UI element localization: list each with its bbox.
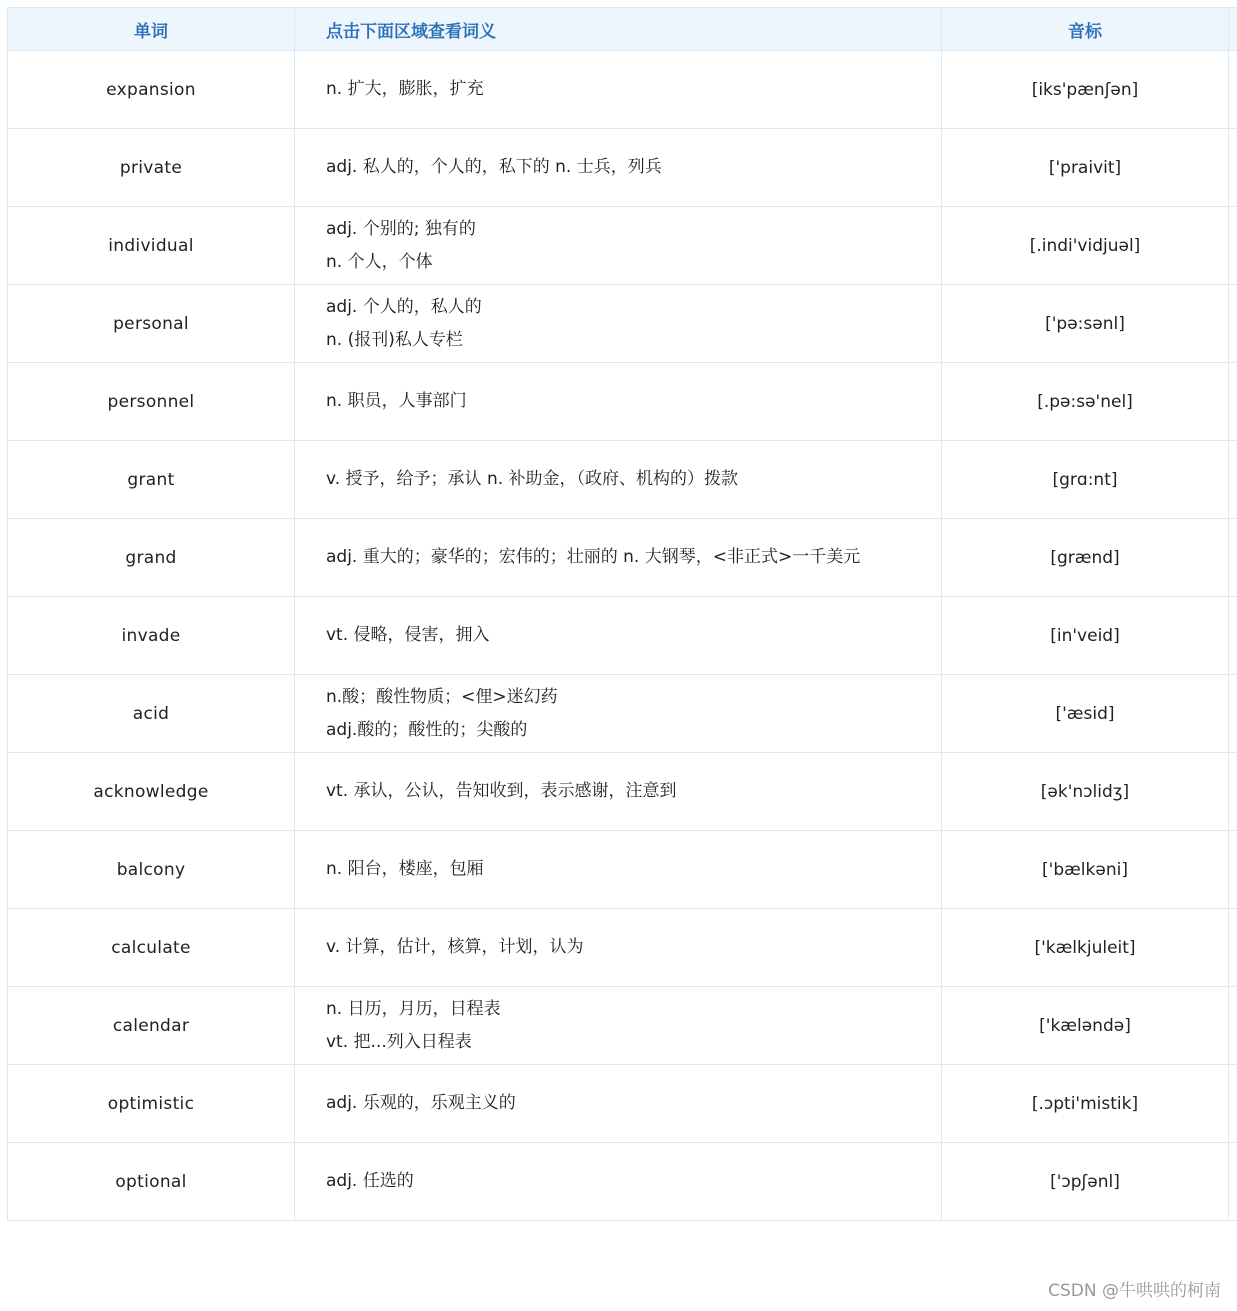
table-row bbox=[8, 753, 1237, 831]
meaning-cell[interactable] bbox=[295, 441, 942, 519]
phonetic-cell: ['kæləndə] bbox=[942, 987, 1229, 1065]
meaning-cell[interactable] bbox=[295, 363, 942, 441]
meaning-line: adj. 乐观的，乐观主义的 bbox=[326, 1093, 516, 1113]
word-cell: personal bbox=[8, 285, 295, 363]
extra-cell bbox=[1229, 519, 1237, 597]
table-row bbox=[8, 441, 1237, 519]
meaning-cell[interactable] bbox=[295, 675, 942, 753]
word-cell: optional bbox=[8, 1143, 295, 1221]
meaning-line: adj. 个人的，私人的 bbox=[326, 296, 482, 317]
meaning-line: adj. 重大的；豪华的；宏伟的；壮丽的 n. 大钢琴，<非正式>一千美元 bbox=[326, 547, 861, 567]
phonetic-cell: [grænd] bbox=[942, 519, 1229, 597]
phonetic-cell: ['æsid] bbox=[942, 675, 1229, 753]
table-row bbox=[8, 1065, 1237, 1143]
word-cell: expansion bbox=[8, 51, 295, 129]
meaning-line: v. 计算，估计，核算，计划，认为 bbox=[326, 937, 584, 957]
table-body bbox=[8, 51, 1237, 1221]
extra-cell bbox=[1229, 285, 1237, 363]
meaning-line: adj.酸的；酸性的；尖酸的 bbox=[326, 719, 528, 740]
extra-cell bbox=[1229, 129, 1237, 207]
meaning-line: adj. 私人的，个人的，私下的 n. 士兵，列兵 bbox=[326, 157, 662, 177]
meaning-cell[interactable] bbox=[295, 207, 942, 285]
header-meaning[interactable]: 点击下面区域查看词义 bbox=[295, 8, 942, 51]
vocabulary-table-container bbox=[7, 7, 1237, 1221]
table-row bbox=[8, 519, 1237, 597]
meaning-line: n. 扩大，膨胀，扩充 bbox=[326, 79, 484, 99]
extra-cell bbox=[1229, 909, 1237, 987]
table-row bbox=[8, 285, 1237, 363]
meaning-line: vt. 承认，公认，告知收到，表示感谢，注意到 bbox=[326, 781, 677, 801]
meaning-cell[interactable] bbox=[295, 597, 942, 675]
table-row bbox=[8, 363, 1237, 441]
phonetic-cell: [.ɔpti'mistik] bbox=[942, 1065, 1229, 1143]
extra-cell bbox=[1229, 1143, 1237, 1221]
meaning-line: n.酸；酸性物质；<俚>迷幻药 bbox=[326, 686, 558, 707]
meaning-cell[interactable] bbox=[295, 831, 942, 909]
meaning-cell[interactable] bbox=[295, 129, 942, 207]
table-row bbox=[8, 909, 1237, 987]
phonetic-cell: [grɑ:nt] bbox=[942, 441, 1229, 519]
extra-cell bbox=[1229, 51, 1237, 129]
word-cell: acid bbox=[8, 675, 295, 753]
header-extra-column bbox=[1229, 8, 1237, 51]
phonetic-cell: ['ɔpʃənl] bbox=[942, 1143, 1229, 1221]
table-row bbox=[8, 51, 1237, 129]
meaning-cell[interactable] bbox=[295, 1143, 942, 1221]
table-row bbox=[8, 129, 1237, 207]
meaning-cell[interactable] bbox=[295, 753, 942, 831]
extra-cell bbox=[1229, 831, 1237, 909]
vocabulary-table bbox=[7, 7, 1237, 1221]
meaning-line: adj. 个别的; 独有的 bbox=[326, 218, 476, 239]
header-phonetic: 音标 bbox=[942, 8, 1229, 51]
table-row bbox=[8, 207, 1237, 285]
word-cell: grand bbox=[8, 519, 295, 597]
word-cell: balcony bbox=[8, 831, 295, 909]
extra-cell bbox=[1229, 441, 1237, 519]
phonetic-cell: [.pə:sə'nel] bbox=[942, 363, 1229, 441]
extra-cell bbox=[1229, 597, 1237, 675]
meaning-line: vt. 侵略，侵害，拥入 bbox=[326, 625, 490, 645]
meaning-cell[interactable] bbox=[295, 285, 942, 363]
phonetic-cell: ['kælkjuleit] bbox=[942, 909, 1229, 987]
meaning-cell[interactable] bbox=[295, 519, 942, 597]
extra-cell bbox=[1229, 753, 1237, 831]
extra-cell bbox=[1229, 207, 1237, 285]
meaning-cell[interactable] bbox=[295, 987, 942, 1065]
phonetic-cell: ['pə:sənl] bbox=[942, 285, 1229, 363]
meaning-line: n. 日历，月历，日程表 bbox=[326, 998, 501, 1019]
word-cell: invade bbox=[8, 597, 295, 675]
table-row bbox=[8, 1143, 1237, 1221]
table-row bbox=[8, 597, 1237, 675]
meaning-line: v. 授予，给予；承认 n. 补助金，（政府、机构的）拨款 bbox=[326, 469, 739, 489]
phonetic-cell: [ək'nɔlidʒ] bbox=[942, 753, 1229, 831]
csdn-watermark: CSDN @牛哄哄的柯南 bbox=[1048, 1281, 1221, 1301]
meaning-cell[interactable] bbox=[295, 51, 942, 129]
word-cell: private bbox=[8, 129, 295, 207]
table-row bbox=[8, 831, 1237, 909]
meaning-line: n. 阳台，楼座，包厢 bbox=[326, 859, 484, 879]
word-cell: acknowledge bbox=[8, 753, 295, 831]
extra-cell bbox=[1229, 1065, 1237, 1143]
meaning-line: n. 职员，人事部门 bbox=[326, 391, 467, 411]
extra-cell bbox=[1229, 987, 1237, 1065]
phonetic-cell: [.indi'vidjuəl] bbox=[942, 207, 1229, 285]
table-row bbox=[8, 987, 1237, 1065]
word-cell: grant bbox=[8, 441, 295, 519]
table-header-row bbox=[8, 8, 1237, 51]
meaning-line: n. (报刊)私人专栏 bbox=[326, 329, 463, 350]
meaning-cell[interactable] bbox=[295, 909, 942, 987]
phonetic-cell: ['bælkəni] bbox=[942, 831, 1229, 909]
meaning-line: adj. 任选的 bbox=[326, 1171, 414, 1191]
meaning-cell[interactable] bbox=[295, 1065, 942, 1143]
phonetic-cell: [in'veid] bbox=[942, 597, 1229, 675]
header-word: 单词 bbox=[8, 8, 295, 51]
word-cell: calendar bbox=[8, 987, 295, 1065]
meaning-line: vt. 把...列入日程表 bbox=[326, 1031, 472, 1052]
word-cell: optimistic bbox=[8, 1065, 295, 1143]
table-row bbox=[8, 675, 1237, 753]
word-cell: personnel bbox=[8, 363, 295, 441]
word-cell: calculate bbox=[8, 909, 295, 987]
extra-cell bbox=[1229, 363, 1237, 441]
extra-cell bbox=[1229, 675, 1237, 753]
phonetic-cell: [iks'pænʃən] bbox=[942, 51, 1229, 129]
phonetic-cell: ['praivit] bbox=[942, 129, 1229, 207]
meaning-line: n. 个人，个体 bbox=[326, 251, 433, 272]
word-cell: individual bbox=[8, 207, 295, 285]
